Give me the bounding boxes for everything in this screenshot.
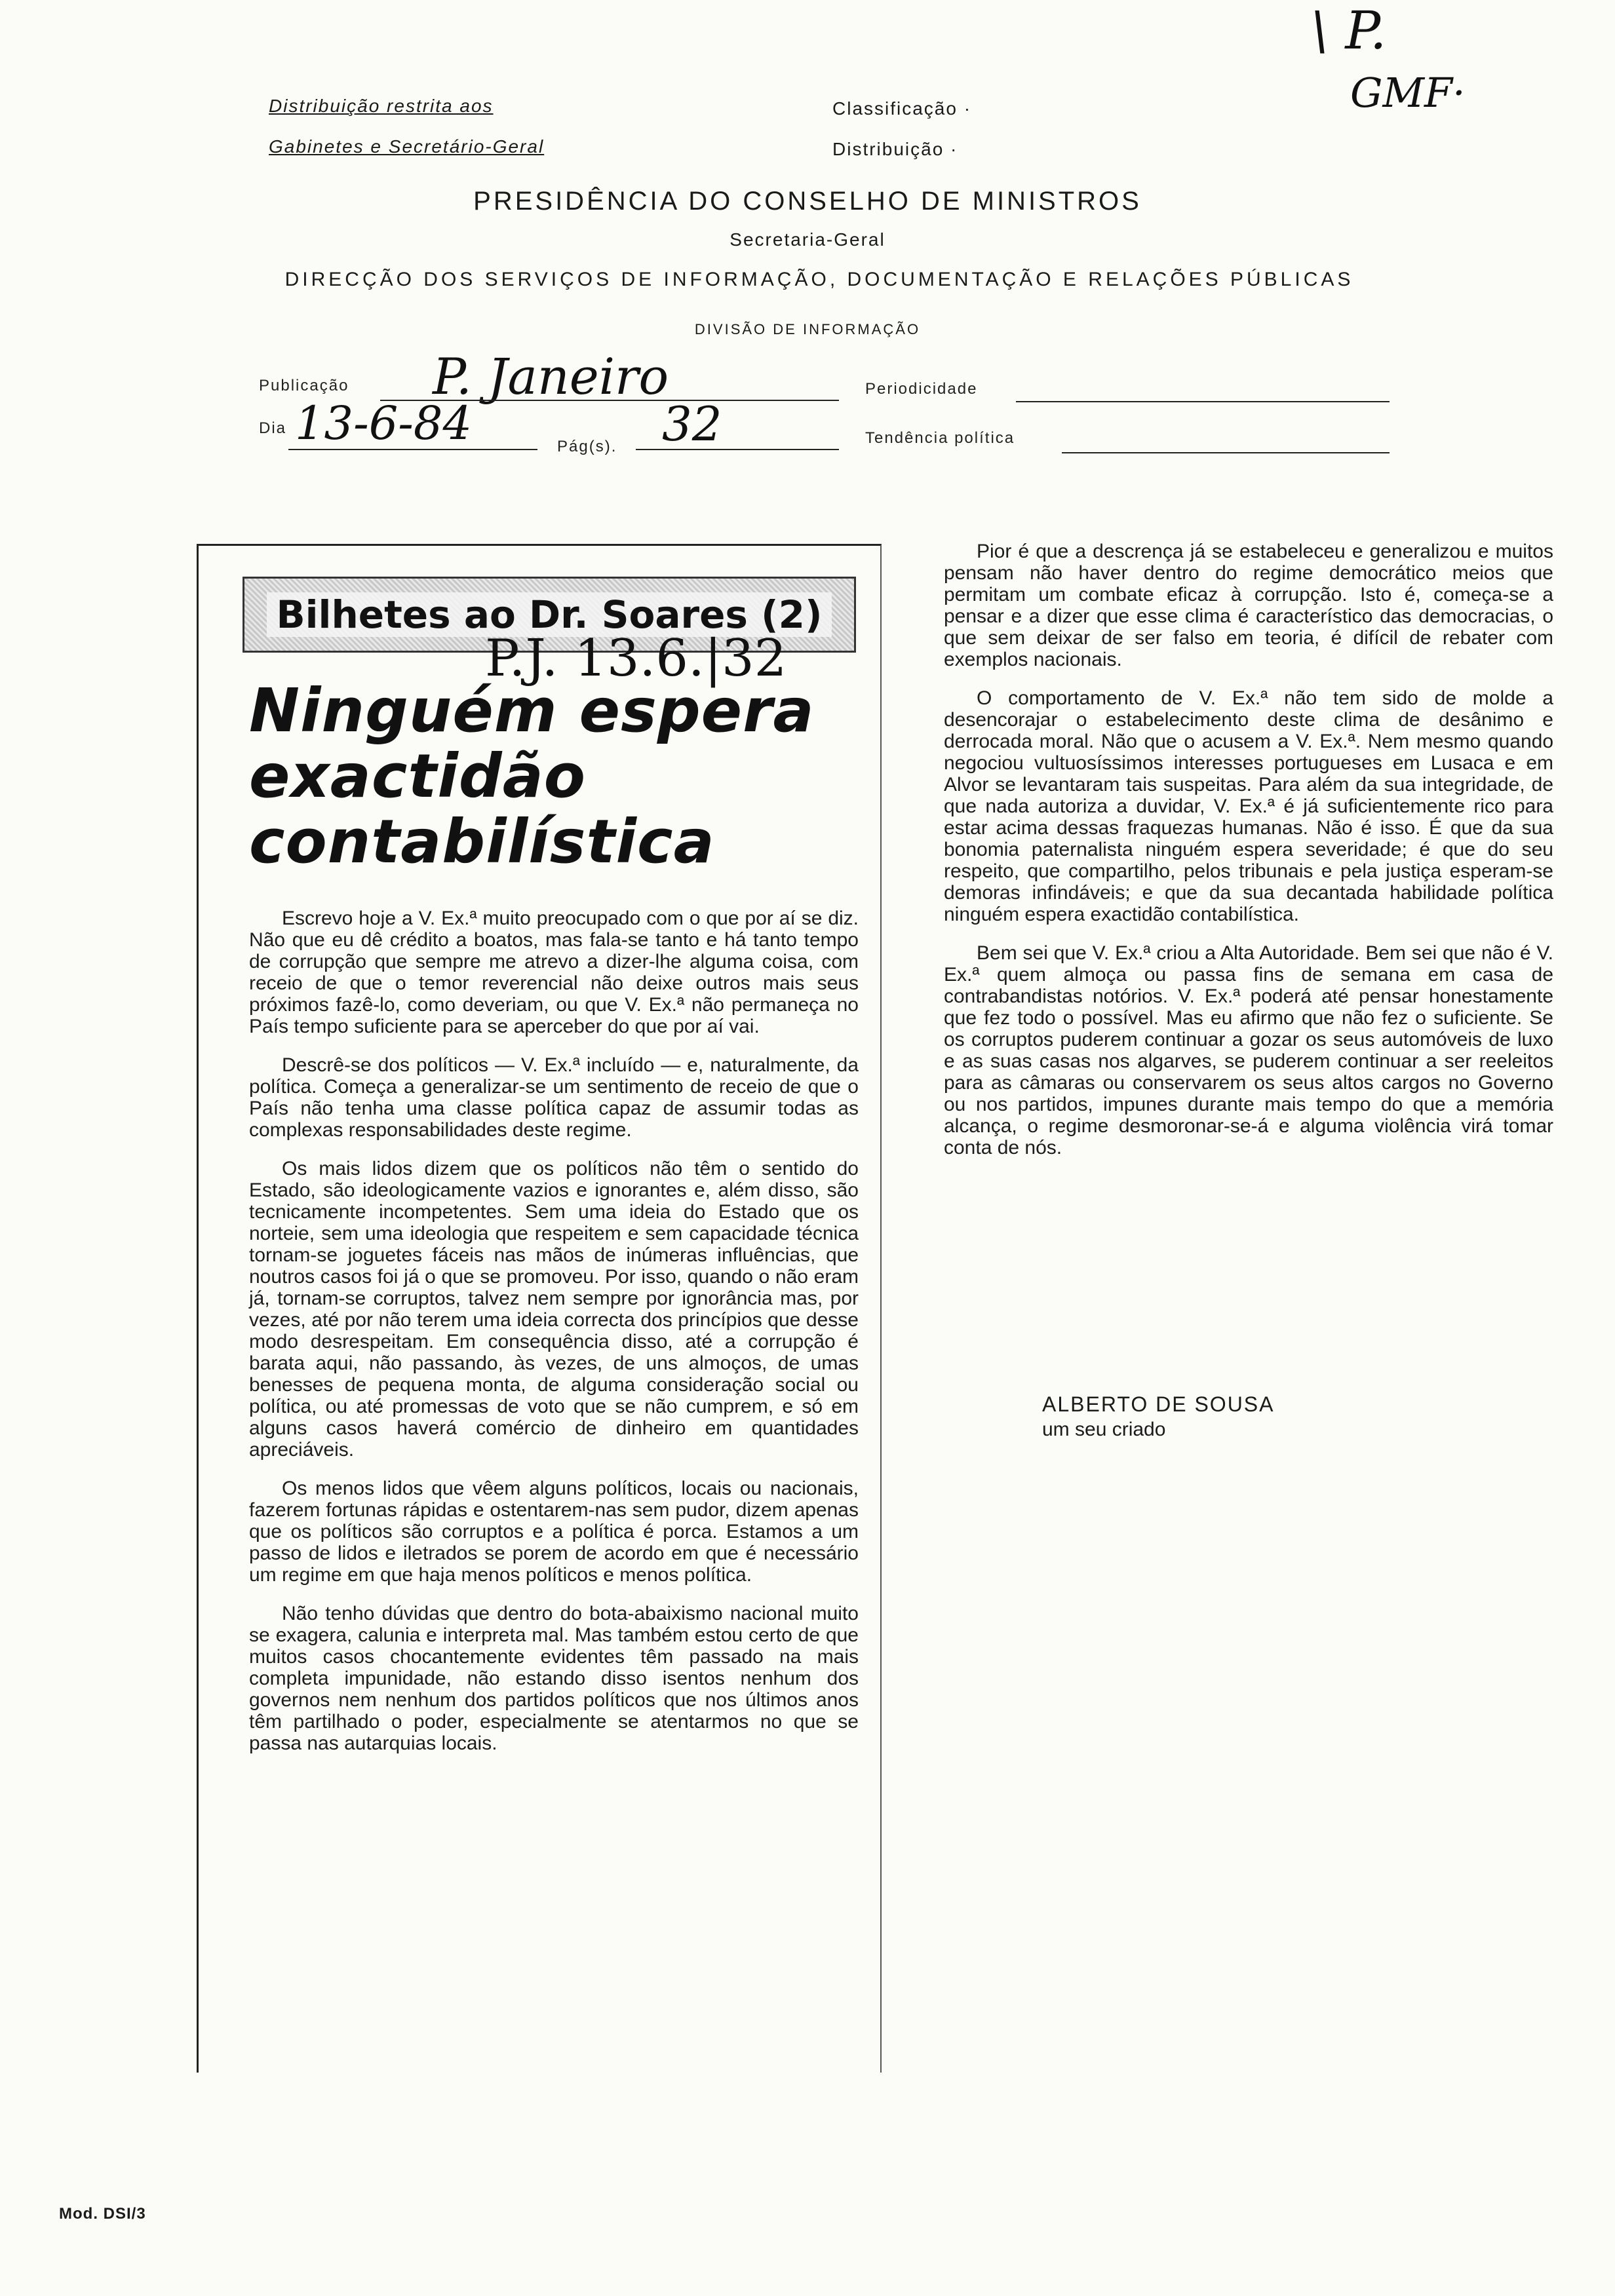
signature-name: ALBERTO DE SOUSA xyxy=(1042,1392,1275,1416)
restricted-distribution-line2: Gabinetes e Secretário-Geral xyxy=(269,136,545,157)
date-handwritten-value: 13-6-84 xyxy=(295,396,472,450)
clip-handwritten-annotation: P.J. 13.6.|32 xyxy=(485,629,787,688)
secretaria-label: Secretaria-Geral xyxy=(730,229,885,250)
article-left-column xyxy=(249,908,859,1771)
left-paragraph: Os menos lidos que vêem alguns políticos, locais ou nacionais, fazerem fortunas rápidas e ostentarem-nas sem pudor, dizem apenas que os políticos são corruptos e a política é porca. Estamos a um passo de lidos e iletrados se porem de acordo em que é necessário um regime em que haja menos políticos e menos política. xyxy=(249,1478,859,1586)
headline-line-2: exactidão xyxy=(249,741,587,811)
series-banner-text: Bilhetes ao Dr. Soares (2) xyxy=(267,592,831,637)
corner-handwritten-mark: \ P. xyxy=(1311,0,1387,61)
left-paragraph: Escrevo hoje a V. Ex.ª muito preocupado com o que por aí se diz. Não que eu dê crédito a boatos, mas fala-se tanto e há tanto tempo de corrupção que sempre me atrevo a dizer-lhe alguma coisa, com receio de que o temor reverencial não deixe outros mais seus próximos fazê-lo, como deveriam, ou que V. Ex.ª não permaneça no País tempo suficiente para se aperceber do que por aí vai. xyxy=(249,908,859,1037)
divisao-label: DIVISÃO DE INFORMAÇÃO xyxy=(694,321,921,337)
pags-underline xyxy=(636,449,839,450)
pages-handwritten-value: 32 xyxy=(662,396,722,451)
periodicidade-underline xyxy=(1016,401,1390,402)
article-headline xyxy=(249,678,872,875)
direccao-label: DIRECÇÃO DOS SERVIÇOS DE INFORMAÇÃO, DOCUMENTAÇÃO E RELAÇÕES PÚBLICAS xyxy=(284,269,1354,290)
restricted-distribution-line1: Distribuição restrita aos xyxy=(269,96,494,116)
right-paragraph: Bem sei que V. Ex.ª criou a Alta Autoridade. Bem sei que não é V. Ex.ª quem almoça ou passa fins de semana em casa de contrabandistas notórios. V. Ex.ª poderá até pensar honestamente que fez todo o possível. Mas eu afirmo que não fez o suficiente. Se os corruptos puderem continuar a gozar os seus automóveis de luxo e as suas casas nos algarves, se puderem continuar a ser reeleitos para as câmaras ou conservarem os seus altos cargos no Governo ou nos partidos, impunes durante mais tempo do que a memória alcança, o regime desmoronar-se-á e alguma violência virá tomar conta de nós. xyxy=(944,942,1553,1158)
right-paragraph: Pior é que a descrença já se estabeleceu e generalizou e muitos pensam não haver dentro do regime democrático meios que permitam um combate eficaz à corrupção. Isto é, começa-se a pensar e a dizer que esse clima é característico das democracias, o que sem deixar de ser falso em teoria, é difícil de rebater com exemplos nacionais. xyxy=(944,541,1553,670)
signature-subtitle: um seu criado xyxy=(1042,1419,1166,1440)
tendencia-underline xyxy=(1062,452,1390,453)
left-paragraph: Descrê-se dos políticos — V. Ex.ª incluído — e, naturalmente, da política. Começa a generalizar-se um sentimento de receio de que o País não tenha uma classe política capaz de assumir todas as complexas responsabilidades deste regime. xyxy=(249,1054,859,1141)
tendencia-label: Tendência política xyxy=(865,429,1015,447)
headline-line-1: Ninguém espera xyxy=(249,676,815,746)
article-right-column xyxy=(944,541,1553,1176)
distribuicao-label: Distribuição · xyxy=(832,139,958,159)
pags-label: Pág(s). xyxy=(557,438,617,455)
form-code: Mod. DSI/3 xyxy=(59,2205,146,2223)
corner-handwritten-code: GMF· xyxy=(1350,69,1466,117)
left-paragraph: Não tenho dúvidas que dentro do bota-abaixismo nacional muito se exagera, calunia e interpreta mal. Mas também estou certo de que muitos casos chocantemente evidentes têm passado na mais completa impunidade, não estando disso isentos nenhum dos governos nem nenhum dos partidos políticos que nos últimos anos têm partilhado o poder, especialmente se atentarmos no que se passa nas autarquias locais. xyxy=(249,1603,859,1754)
left-paragraph: Os mais lidos dizem que os políticos não têm o sentido do Estado, são ideologicamente vazios e ignorantes e, além disso, são tecnicamente incompetentes. Sem uma ideia do Estado que os norteie, sem uma ideologia que respeitem e sem capacidade técnica tornam-se joguetes fáceis nas mãos de inúmeras influências, que noutros casos foi já o que se promoveu. Por isso, quando o não eram já, tornam-se corruptos, talvez nem sempre por ignorância mas, por vezes, até por não terem uma ideia correcta dos princípios que desse modo desrespeitam. Em consequência disso, até a corrupção é barata aqui, não passando, às vezes, de uns almoços, de umas benesses de pequena monta, de alguma consideração social ou política, ou até promessas de voto que se não cumprem, e só em alguns casos haverá comércio de dinheiro em quantidades apreciáveis. xyxy=(249,1158,859,1461)
periodicidade-label: Periodicidade xyxy=(865,380,978,398)
dia-underline xyxy=(288,449,537,450)
publicacao-label: Publicação xyxy=(259,377,349,394)
institution-title: PRESIDÊNCIA DO CONSELHO DE MINISTROS xyxy=(473,187,1142,216)
headline-line-3: contabilística xyxy=(249,807,715,877)
publicacao-handwritten-value: P. Janeiro xyxy=(433,347,669,406)
classificacao-label: Classificação · xyxy=(832,98,972,119)
right-paragraph: O comportamento de V. Ex.ª não tem sido de molde a desencorajar o estabelecimento deste clima de desânimo e derrocada moral. Não que o acusem a V. Ex.ª. Nem mesmo quando negociou vultuosíssimos interesses portugueses em Lusaca e em Alvor se levantaram tais suspeitas. Para além da sua integridade, de que nada autoriza a duvidar, V. Ex.ª é já suficientemente rico para estar acima dessas fraquezas humanas. Não é isso. É que da sua bonomia paternalista ninguém espera severidade; é que do seu respeito, que compartilho, pelos tribunais e pela justiça esperam-se demoras infindáveis; e que da sua decantada habilidade política ninguém espera exactidão contabilística. xyxy=(944,687,1553,925)
dia-label: Dia xyxy=(259,419,287,437)
